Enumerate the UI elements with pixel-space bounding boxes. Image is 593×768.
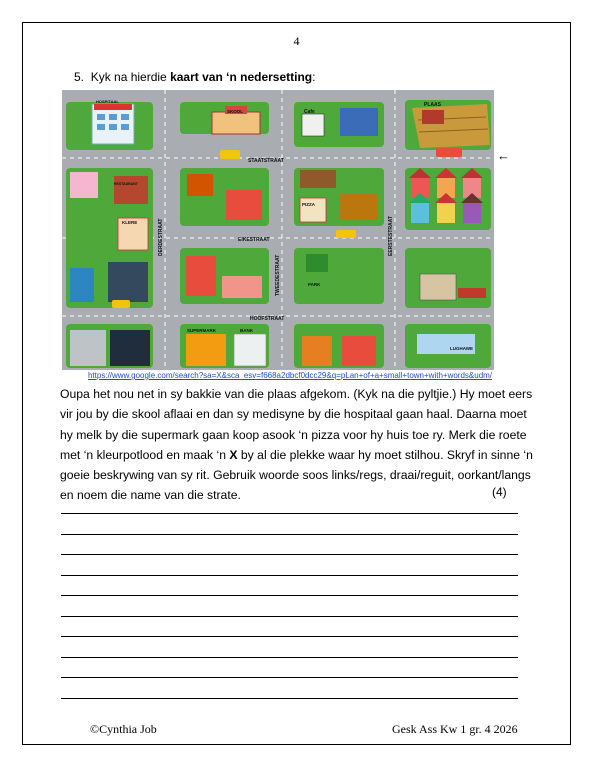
marks-allocation: (4)	[492, 485, 507, 499]
paragraph-text: met ‘n kleurpotlood en maak ‘n	[60, 447, 230, 462]
street-label-staatstraat: STAATSTRAAT	[248, 158, 284, 164]
paragraph-line: Oupa het nou net in sy bakkie van die plaas afgekom. (Kyk na die pyltjie.) Hy moet eers	[60, 387, 533, 401]
paragraph-line: vir jou by die skool aflaai en dan sy medisyne by die hospitaal gaan haal. Daarna moet	[60, 407, 527, 422]
map-label-supermark: SUPERMARK	[187, 328, 217, 333]
answer-line[interactable]	[61, 616, 518, 617]
left-arrow-icon: ←	[497, 148, 510, 163]
answer-line[interactable]	[61, 575, 518, 576]
map-label-restaurant: RESTAURANT	[114, 182, 138, 186]
answer-line[interactable]	[61, 554, 518, 555]
question-prefix: Kyk na hierdie	[90, 70, 171, 84]
page-number: 4	[293, 34, 300, 48]
footer-copyright: ©Cynthia Job	[90, 722, 157, 736]
map-label-bank: BANK	[240, 328, 253, 333]
question-5	[74, 70, 315, 84]
question-number: 5.	[74, 70, 85, 84]
map-label-cafe: Cafe	[304, 109, 315, 115]
source-link[interactable]: https://www.google.com/search?sa=X&sca_esv=f668a2dbcf0dcc29&q=pLan+of+a+small+town+with+words&udm/	[88, 371, 493, 380]
paragraph-x-mark: X	[229, 447, 238, 462]
paragraph-line: goeie beskrywing van sy rit. Gebruik woorde soos links/regs, draai/reguit, oorkant/langs	[60, 468, 531, 483]
map-label-park: PARK	[308, 282, 321, 287]
street-label-eerstestraat: EERSTESTRAAT	[388, 216, 394, 256]
answer-line[interactable]	[61, 698, 518, 699]
paragraph-line	[60, 445, 533, 465]
instruction-paragraph	[60, 384, 533, 506]
answer-line[interactable]	[61, 677, 518, 678]
settlement-map	[62, 90, 494, 370]
question-bold: kaart van ‘n nedersetting	[170, 70, 313, 84]
map-label-klere: KLERE	[122, 220, 138, 225]
answer-line[interactable]	[61, 534, 518, 535]
street-label-eikestraat: EIKESTRAAT	[238, 237, 270, 243]
map-label-hospitaal: HOSPITAAL	[96, 99, 119, 104]
map-label-lughawe: LUGHAWE	[450, 346, 473, 351]
answer-line[interactable]	[61, 595, 518, 596]
paragraph-text: by al die plekke waar hy moet stilhou. Skryf in sinne ‘n	[237, 447, 533, 462]
street-label-hoofstraat: HOOFSTRAAT	[250, 316, 285, 322]
answer-line[interactable]	[61, 657, 518, 658]
map-label-plaas: PLAAS	[424, 102, 441, 108]
street-label-derdestraat: DERDESTRAAT	[158, 218, 164, 256]
map-label-skool: SKOOL	[227, 109, 244, 114]
question-suffix: :	[312, 70, 316, 84]
street-label-tweedestraat: TWEEDESTRAAT	[275, 254, 281, 296]
paragraph-line: hy melk by die supermark gaan koop asook ‘n pizza voor hy huis toe ry. Merk die roete	[60, 427, 527, 442]
answer-line[interactable]	[61, 513, 518, 514]
map-label-pizza: PIZZA	[302, 202, 315, 207]
answer-line[interactable]	[61, 636, 518, 637]
footer-course: Gesk Ass Kw 1 gr. 4 2026	[392, 722, 518, 736]
paragraph-line: en noem die name van die strate.	[60, 488, 241, 503]
